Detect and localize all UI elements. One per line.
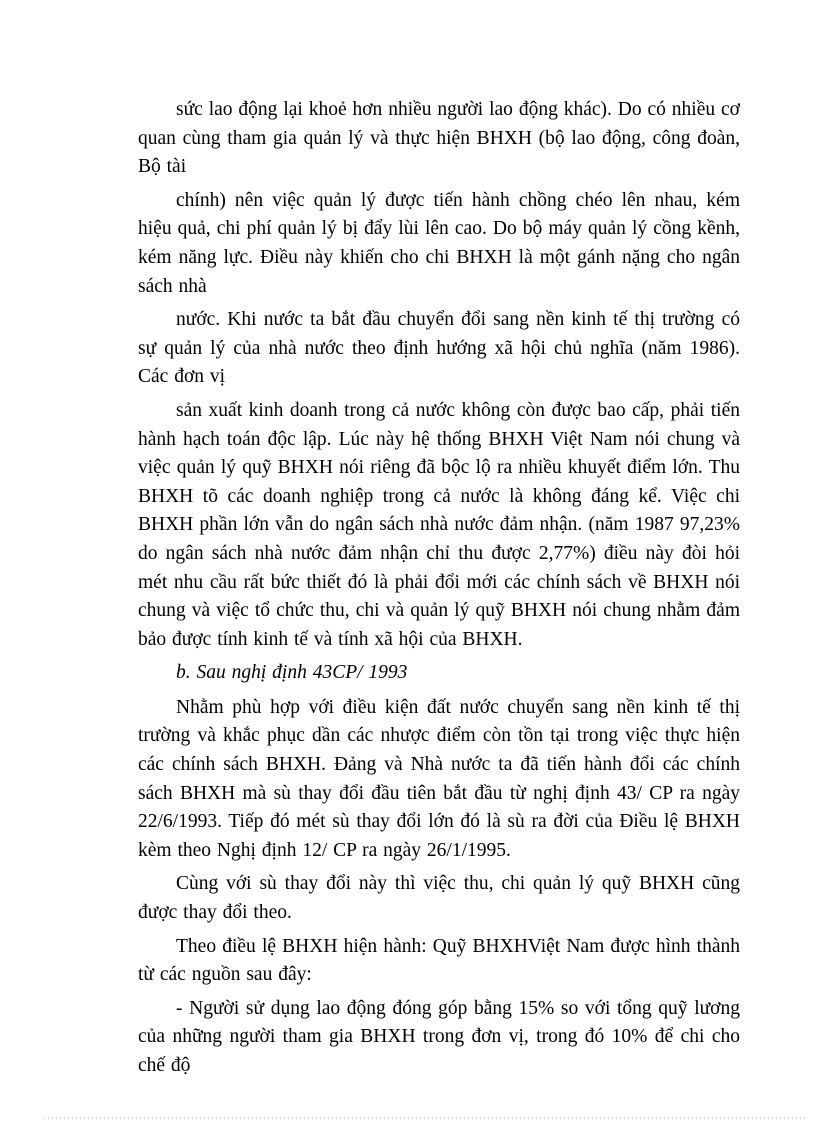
document-body [138, 96, 740, 1086]
paragraph: sức lao động lại khoẻ hơn nhiều người lao động khác). Do có nhiều cơ quan cùng tham gia quản lý và thực hiện BHXH (bộ lao động, công đoàn, Bộ tài [138, 99, 740, 178]
paragraph: chính) nên việc quản lý được tiến hành chồng chéo lên nhau, kém hiệu quả, chi phí quản lý bị đẩy lùi lên cao. Do bộ máy quản lý cồng kềnh, kém năng lực. Điều này khiến cho chi BHXH là một gánh nặng cho ngân sách nhà [138, 189, 740, 297]
paragraph: - Người sử dụng lao động đóng góp bằng 15% so với tổng quỹ lương của những người tham gia BHXH trong đơn vị, trong đó 10% để chi cho chế độ [138, 997, 740, 1076]
paragraph: Nhằm phù hợp với điều kiện đất nước chuyển sang nền kinh tế thị trường và khắc phục dần các nhược điểm còn tồn tại trong việc thực hiện các chính sách BHXH. Đảng và Nhà nước ta đã tiến hành đổi các chính sách BHXH mà sù thay đổi đầu tiên bắt đầu từ nghị định 43/ CP ra ngày 22/6/1993. Tiếp đó mét sù thay đổi lớn đó là sù ra đời của Điều lệ BHXH kèm theo Nghị định 12/ CP ra ngày 26/1/1995. [138, 696, 740, 861]
paragraph: nước. Khi nước ta bắt đầu chuyển đổi sang nền kinh tế thị trường có sự quản lý của nhà nước theo định hướng xã hội chủ nghĩa (năm 1986). Các đơn vị [138, 309, 740, 388]
page-break-divider [44, 1117, 808, 1119]
paragraph: sản xuất kinh doanh trong cả nước không còn được bao cấp, phải tiến hành hạch toán độc lập. Lúc này hệ thống BHXH Việt Nam nói chung và việc quản lý quỹ BHXH nói riêng đã bộc lộ ra nhiều khuyết điểm lớn. Thu BHXH tõ các doanh nghiệp trong cả nước là không đáng kể. Việc chi BHXH phần lớn vẫn do ngân sách nhà nước đảm nhận. (năm 1987 97,23% do ngân sách nhà nước đảm nhận chỉ thu được 2,77%) điều này đòi hỏi mét nhu cầu rất bức thiết đó là phải đổi mới các chính sách về BHXH nói chung và việc tổ chức thu, chi và quản lý quỹ BHXH nói chung nhằm đảm bảo được tính kinh tế và tính xã hội của BHXH. [138, 399, 740, 650]
paragraph: Theo điều lệ BHXH hiện hành: Quỹ BHXHViệt Nam được hình thành từ các nguồn sau đây: [138, 935, 740, 986]
paragraph: Cùng với sù thay đổi này thì việc thu, chi quản lý quỹ BHXH cũng được thay đổi theo. [138, 873, 740, 924]
section-heading: b. Sau nghị định 43CP/ 1993 [176, 662, 408, 684]
